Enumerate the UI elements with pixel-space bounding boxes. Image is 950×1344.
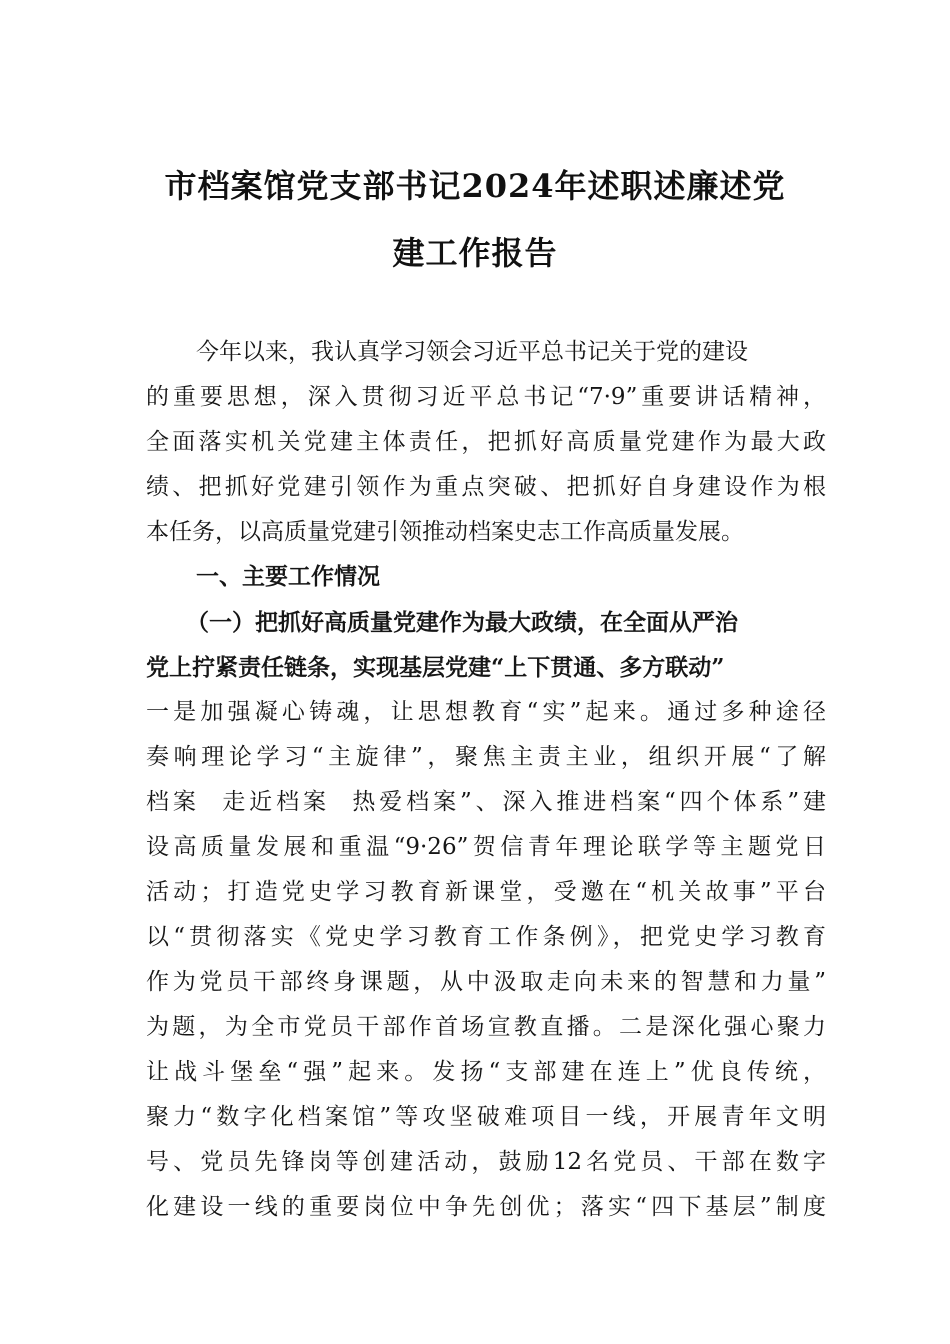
document-body [146, 330, 826, 1230]
paragraph-line: 绩、把抓好党建引领作为重点突破、把抓好自身建设作为根 [146, 474, 826, 500]
paragraph-line: 为题，为全市党员干部作首场宣教直播。二是深化强心聚力 [146, 1014, 826, 1040]
paragraph-line: 本任务，以高质量党建引领推动档案史志工作高质量发展。 [146, 519, 744, 545]
paragraph-line: 聚力“数字化档案馆”等攻坚破难项目一线，开展青年文明 [146, 1104, 826, 1130]
paragraph-line: 化建设一线的重要岗位中争先创优；落实“四下基层”制度 [146, 1194, 826, 1220]
paragraph-line: 今年以来，我认真学习领会习近平总书记关于党的建设 [196, 339, 748, 365]
document-title-line-2: 建工作报告 [392, 234, 558, 272]
paragraph-line: 全面落实机关党建主体责任，把抓好高质量党建作为最大政 [146, 429, 826, 455]
paragraph-line: 号、党员先锋岗等创建活动，鼓励12名党员、干部在数字 [146, 1149, 826, 1175]
subsection-heading-line: 党上拧紧责任链条，实现基层党建“上下贯通、多方联动” [146, 654, 725, 681]
subsection-heading-line: （一）把抓好高质量党建作为最大政绩，在全面从严治 [186, 609, 738, 636]
paragraph-line: 的重要思想，深入贯彻习近平总书记“7·9”重要讲话精神， [146, 384, 826, 410]
paragraph-line: 奏响理论学习“主旋律”，聚焦主责主业，组织开展“了解 [146, 744, 826, 770]
paragraph-line: 以“贯彻落实《党史学习教育工作条例》，把党史学习教育 [146, 924, 826, 950]
paragraph-line: 让战斗堡垒“强”起来。发扬“支部建在连上”优良传统， [146, 1059, 826, 1085]
paragraph-line: 作为党员干部终身课题，从中汲取走向未来的智慧和力量” [146, 969, 826, 995]
paragraph-line: 一是加强凝心铸魂，让思想教育“实”起来。通过多种途径 [146, 699, 826, 725]
section-heading: 一、主要工作情况 [196, 564, 380, 590]
paragraph-line: 档案 走近档案 热爱档案”、深入推进档案“四个体系”建 [146, 789, 826, 815]
paragraph-line: 活动；打造党史学习教育新课堂，受邀在“机关故事”平台 [146, 879, 826, 905]
document-title-line-1: 市档案馆党支部书记2024年述职述廉述党 [164, 167, 786, 205]
paragraph-line: 设高质量发展和重温“9·26”贺信青年理论联学等主题党日 [146, 834, 826, 860]
